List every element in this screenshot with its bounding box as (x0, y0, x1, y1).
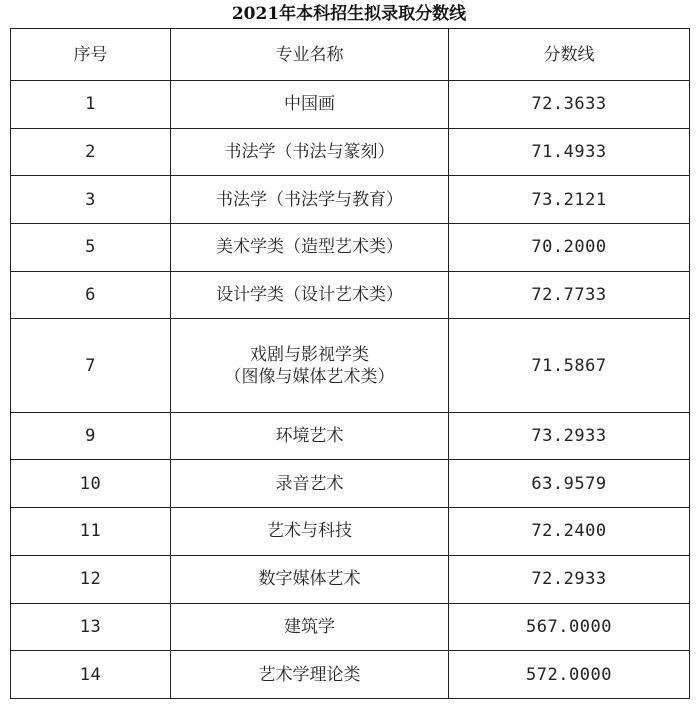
row-no: 6 (11, 271, 171, 319)
table-row (11, 81, 690, 129)
row-major: 数字媒体艺术 (171, 555, 449, 603)
row-no: 14 (11, 651, 171, 699)
row-major-line2: （图像与媒体艺术类） (224, 366, 395, 387)
table-row (11, 271, 690, 319)
table-row (11, 128, 690, 176)
table-row (11, 651, 690, 699)
row-score: 72.3633 (449, 81, 690, 129)
row-major: 录音艺术 (171, 460, 449, 508)
row-major: 环境艺术 (171, 412, 449, 460)
row-score: 72.7733 (449, 271, 690, 319)
row-score: 71.5867 (449, 319, 690, 412)
row-no: 2 (11, 128, 171, 176)
table-row (11, 460, 690, 508)
header-no: 序号 (11, 29, 171, 81)
row-score: 70.2000 (449, 224, 690, 272)
row-score: 572.0000 (449, 651, 690, 699)
row-no: 7 (11, 319, 171, 412)
table-row (11, 319, 690, 412)
row-major-line1: 戏剧与影视学类 (250, 344, 369, 365)
table-row (11, 412, 690, 460)
row-major: 书法学（书法学与教育） (171, 176, 449, 224)
row-major: 建筑学 (171, 603, 449, 651)
row-no: 9 (11, 412, 171, 460)
row-score: 72.2933 (449, 555, 690, 603)
table-row (11, 176, 690, 224)
row-major: 设计学类（设计艺术类） (171, 271, 449, 319)
row-score: 71.4933 (449, 128, 690, 176)
row-major: 中国画 (171, 81, 449, 129)
row-major: 美术学类（造型艺术类） (171, 224, 449, 272)
row-no: 5 (11, 224, 171, 272)
header-score: 分数线 (449, 29, 690, 81)
header-major: 专业名称 (171, 29, 449, 81)
row-no: 12 (11, 555, 171, 603)
row-no: 1 (11, 81, 171, 129)
table-row (11, 603, 690, 651)
row-no: 3 (11, 176, 171, 224)
admission-score-table (10, 28, 690, 699)
row-major: 书法学（书法与篆刻） (171, 128, 449, 176)
row-score: 73.2933 (449, 412, 690, 460)
row-major: 艺术学理论类 (171, 651, 449, 699)
table-header-row (11, 29, 690, 81)
table-row (11, 224, 690, 272)
row-no: 13 (11, 603, 171, 651)
row-score: 567.0000 (449, 603, 690, 651)
row-score: 72.2400 (449, 508, 690, 556)
row-score: 63.9579 (449, 460, 690, 508)
table-row (11, 555, 690, 603)
row-score: 73.2121 (449, 176, 690, 224)
row-no: 10 (11, 460, 171, 508)
row-no: 11 (11, 508, 171, 556)
row-major: 艺术与科技 (171, 508, 449, 556)
table-title: 2021年本科招生拟录取分数线 (231, 4, 467, 24)
row-major (171, 319, 449, 412)
table-row (11, 508, 690, 556)
